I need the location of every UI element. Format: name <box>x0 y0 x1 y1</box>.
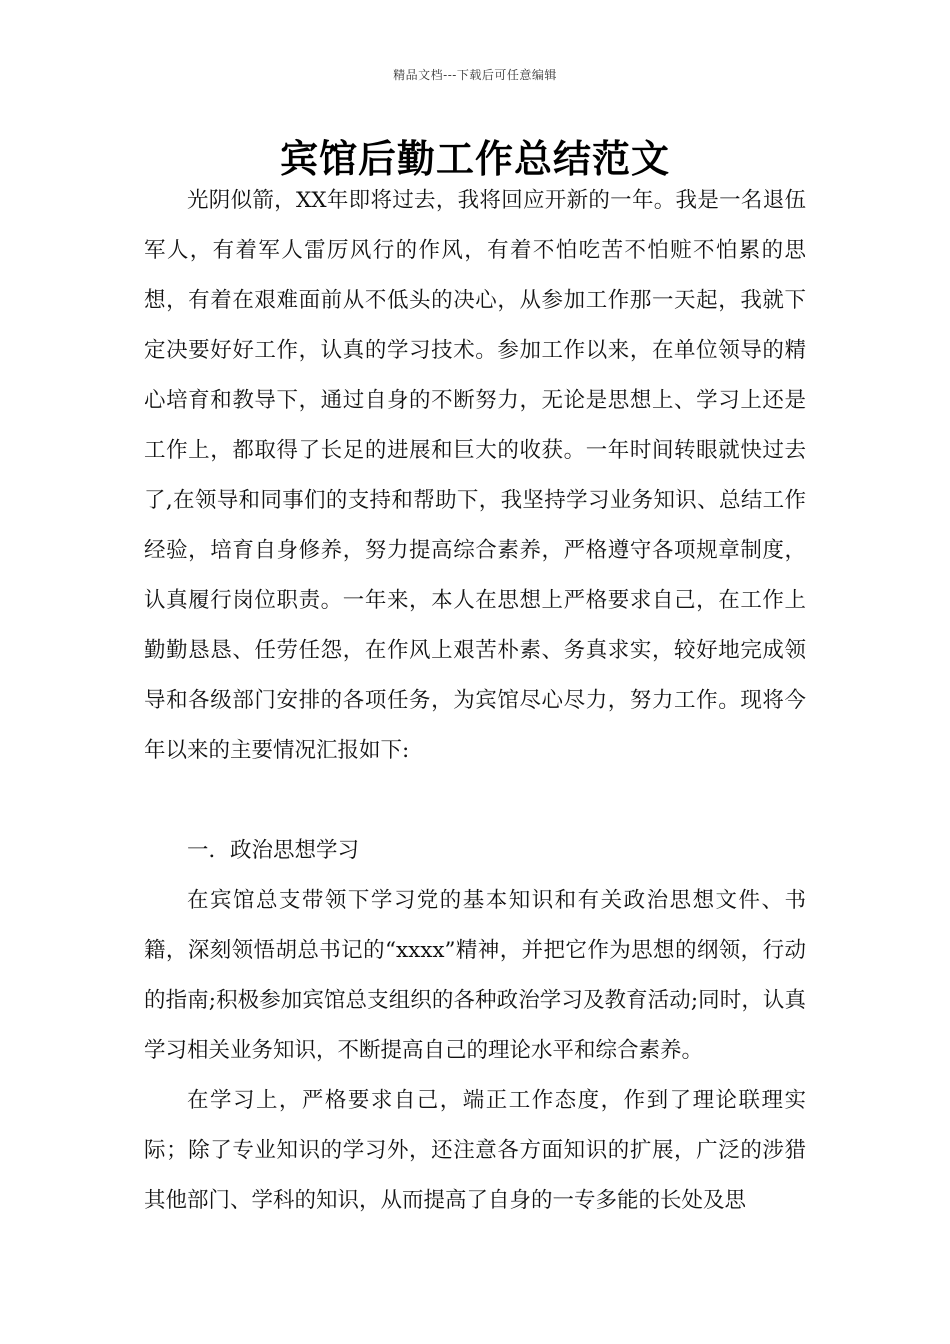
paragraph-gap <box>144 776 806 826</box>
document-title: 宾馆后勤工作总结范文 <box>279 137 670 181</box>
document-body <box>144 176 806 1226</box>
section-paragraph: 在宾馆总支带领下学习党的基本知识和有关政治思想文件、书籍，深刻领悟胡总书记的“xxxx”精神，并把它作为思想的纲领，行动的指南;积极参加宾馆总支组织的各种政治学习及教育活动;同时，认真学习相关业务知识，不断提高自己的理论水平和综合素养。 <box>144 888 806 1063</box>
section-heading: 一．政治思想学习 <box>187 838 360 863</box>
section-paragraph: 在学习上，严格要求自己，端正工作态度，作到了理论联理实际；除了专业知识的学习外，还注意各方面知识的扩展，广泛的涉猎其他部门、学科的知识，从而提高了自身的一专多能的长处及思 <box>144 1088 806 1213</box>
header-note: 精品文档---下载后可任意编辑 <box>393 68 557 82</box>
intro-paragraph: 光阴似箭，XX年即将过去，我将回应开新的一年。我是一名退伍军人，有着军人雷厉风行的作风，有着不怕吃苦不怕赃不怕累的思想，有着在艰难面前从不低头的决心，从参加工作那一天起，我就下定决要好好工作，认真的学习技术。参加工作以来，在单位领导的精心培育和教导下，通过自身的不断努力，无论是思想上、学习上还是工作上，都取得了长足的进展和巨大的收获。一年时间转眼就快过去了,在领导和同事们的支持和帮助下，我坚持学习业务知识、总结工作经验，培育自身修养，努力提高综合素养，严格遵守各项规章制度，认真履行岗位职责。一年来，本人在思想上严格要求自己，在工作上勤勤恳恳、任劳任怨，在作风上艰苦朴素、务真求实，较好地完成领导和各级部门安排的各项任务，为宾馆尽心尽力，努力工作。现将今年以来的主要情况汇报如下: <box>144 188 806 763</box>
